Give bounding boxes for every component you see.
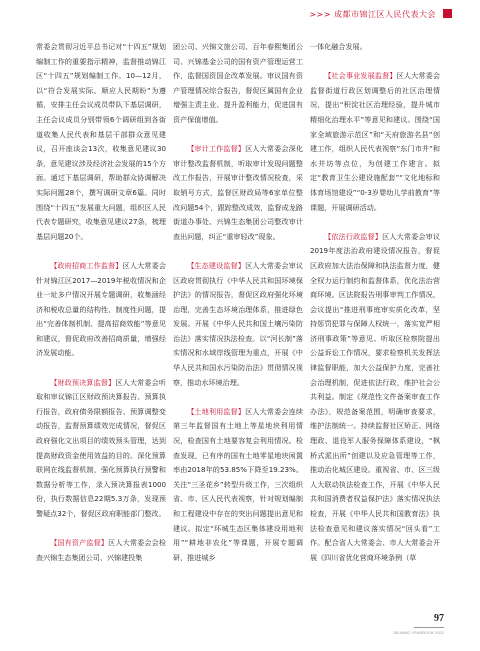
section-heading: 【社会事业发展监督】	[324, 71, 397, 81]
paragraph-with-heading	[173, 142, 303, 244]
paragraph-with-heading	[36, 376, 166, 522]
page-header	[0, 0, 480, 33]
paragraph-text: 区人大常委会审议2019年度法治政府建设情况报告，督促区政府加大法治保障和执法监督力度，健全权力运行制约和监督体系，优化法治营商环境。区法院报告刑事审判工作情况，会议提出“推进刑事庭审实质化改革，坚持惩罚犯罪与保障人权统一，落实宽严相济刑事政策”等意见。听取区检察院提出公益诉讼工作情况，要求检察机关发挥法律监督职能，加大公益保护力度，完善社会治理机制，促进依法行政，维护社会公共利益。制定《规范性文件备案审查工作办法》，规范备案范围，明确审查要求，维护法制统一。持续监督社区矫正、网络理政、退役军人服务保障体系建设，“枫桥式派出所”创建以及应急管理等工作，推动治化城区建设。重视省、市、区三级人大联动执法检查工作，开展《中华人民共和国消费者权益保护法》落实情况执法检查，开展《中华人民共和国教育法》执法检查意见和建议落实情况“回头看”工作。配合省人大常委会、市人大常委会开展《四川省优化营商环境条例（草	[310, 231, 441, 562]
paragraph-text: 区人大常委会审议区政府贯彻执行《中华人民共和国环境保护法》的情况报告，督促区政府强化环境治理，完善生态环境治理体系，推进绿色发展。开展《中华人民共和国土壤污染防治法》落实情况执法检查。以“河长制”落实情况和水域岸线管理为重点，开展《中华人民共和国水污染防治法》贯彻情况视察，推动水环境治理。	[173, 260, 304, 387]
paragraph-with-heading	[36, 259, 166, 361]
paragraph: 团公司、兴锦文旅公司、百年春熙集团公司、兴锦基金公司的国有资产管理运营工作，监督国资国企改革发展。审议国有资产管理情况综合报告，督促区属国有企业增强主责主业、提升盈利能力，促进国有资产保值增值。	[173, 42, 303, 124]
paragraph-text: 区人大常委会针对锦江区2017—2019年税收情况和企业一址多户情况开展专题调研，收集涵经济和税收总量的结构性、制度性问题，提出“完善体制机制、提高招商效能”等意见和建议，督促政府改善招商质量，增强经济发展动能。	[36, 260, 167, 358]
paragraph-text: 区人大常委会监督街道行政区划调整后的社区治理情况，提出“积淀社区治理经验，提升城市精细化治理水平”等意见和建议。围绕“国家全域旅游示范区”和“天府旅游名县”创建工作，组织人民代表视察“东门市井”和水井坊等点位，为创建工作建言。拟定“教育卫生公建设施配套”“文化地标和体育场馆建设”“0-3岁婴幼儿学前教育”等课题，开展调研活动。	[310, 71, 441, 212]
section-heading: 【依法行政监督】	[324, 231, 383, 241]
column-2	[173, 40, 303, 565]
paragraph-text: 区人大常委会深化审计整改监督机制，听取审计发现问题整改工作报告，开展审计整改情况检查，采取销号方式，监督区财政局等6家单位整改问题54个，跟踪整改成效，监督成龙路街道办事处、兴锦生态集团公司整改审计查出问题，纠正“重审轻改”现象。	[173, 144, 304, 241]
paragraph-text: 区人大常委会连续第三年监督国有土地上等星地块利用情况，检查国有土地要容复会利用情况。检查发现，已有序的国有土地零星地块闲置率由2018年的53.85%下降至19.23%。关注“三圣花乡”转型升级工作，三次组织省、市、区人民代表视察，针对规划编制和工程建设中存在的突出问题提出意见和建议。拟定“环城生态区集体建设用地利用”“耕地非农化”等课题，开展专题调研，推进城乡	[173, 406, 304, 562]
section-heading: 【生态建设监督】	[187, 260, 246, 270]
section-heading: 【政府招商工作监督】	[50, 260, 123, 270]
header-square-icon	[443, 9, 452, 18]
column-3	[310, 40, 440, 565]
section-heading: 【审计工作监督】	[187, 144, 246, 154]
section-heading: 【土地利用监督】	[187, 406, 246, 416]
paragraph: 常委会贯彻习近平总书记对“十四五”规划编制工作的重要指示精神，监督推动锦江区“十四五”规划编制工作。10—12月，以“符合发展实际、顺应人民期盼”为遵循，安排主任会议成员带队下基层调研，主任会议成员分别带领6个调研组到各街道收集人民代表和基层干部群众意见建议，召开座谈会13次，收集意见建议30条，意见建议涉及经济社会发展的15个方面。通过下基层调研，帮助群众协调解决实际问题28个，撰写调研文章6篇。同时围绕“十四五”发展重大问题，组织区人民代表专题研究，收集意见建议27条，梳理基层问题20个。	[36, 42, 166, 241]
footer-divider	[414, 627, 444, 628]
page-number: 97	[434, 613, 444, 624]
section-heading: 【财政预决算监督】	[50, 377, 116, 387]
paragraph-with-heading	[310, 69, 440, 215]
column-1	[36, 40, 166, 565]
paragraph-with-heading	[173, 259, 303, 390]
paragraph-with-heading	[173, 405, 303, 566]
paragraph-with-heading	[36, 536, 166, 565]
paragraph-text: 区人大常委会会检查兴锦生态集团公司、兴锦建投集	[36, 538, 167, 562]
paragraph: 一体化融合发展。	[310, 42, 367, 51]
paragraph-text: 区人大常委会听取和审议锦江区财政预决算报告、预算执行报告，政府债务限额报告、预算调整变动报告，监督预算绩效完成情况，督促区政府强化文出项目的绩效预头管理，达到提高财政资金使用效益的目的。深化预算联网在线监督机制，强化预算执行预警和数据分析等工作，录入预决算报表1000份，执行数据信息22期5.3万条，发现预警疑点32个，督促区政府职能部门整改。	[36, 377, 167, 518]
paragraph-with-heading	[310, 230, 440, 566]
footer-caption: JINJIANG YEARBOOK 2021	[392, 630, 444, 635]
section-heading: 【国有资产监督】	[50, 538, 109, 548]
header-title: >>> 成都市锦江区人民代表大会	[309, 10, 436, 19]
